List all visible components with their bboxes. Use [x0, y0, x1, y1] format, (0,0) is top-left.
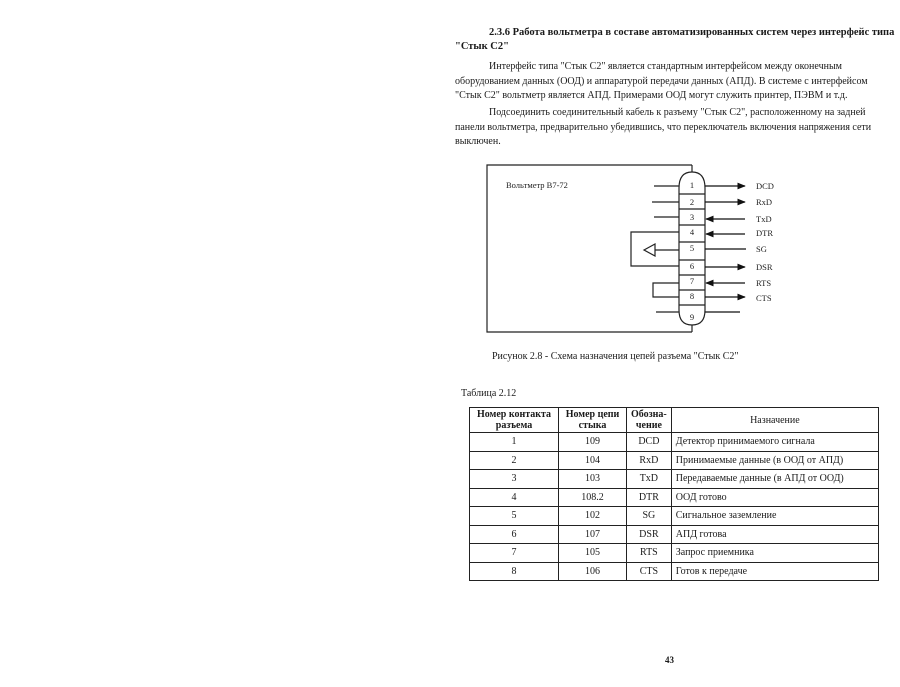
paragraph-interface-description: Интерфейс типа "Стык С2" является стандартным интерфейсом между оконечным оборудованием данных (ООД) и аппаратурой передачи данных (АПД). В системе с интерфейсом "Стык С2" вольтметр является АПД. Примерами ООД могут служить принтер, ПЭВМ и т.д. — [455, 61, 868, 101]
pin-number: 4 — [689, 227, 695, 237]
cell-contact: 8 — [470, 562, 559, 581]
cell-designation: SG — [627, 507, 672, 526]
cell-contact: 1 — [470, 433, 559, 452]
cell-circuit: 108.2 — [559, 488, 627, 507]
cell-purpose: Детектор принимаемого сигнала — [671, 433, 878, 452]
cell-purpose: Готов к передаче — [671, 562, 878, 581]
pin-number: 2 — [689, 197, 695, 207]
cell-circuit: 104 — [559, 451, 627, 470]
pin-assignment-table — [469, 407, 879, 581]
cell-purpose: Сигнальное заземление — [671, 507, 878, 526]
cell-designation: RxD — [627, 451, 672, 470]
paragraph-connection-instruction: Подсоединить соединительный кабель к разъему "Стык С2", расположенному на задней панели вольтметра, предварительно убедившись, что переключатель включения напряжения сети выключен. — [455, 107, 872, 147]
cell-circuit: 105 — [559, 544, 627, 563]
cell-contact: 6 — [470, 525, 559, 544]
cell-circuit: 107 — [559, 525, 627, 544]
signal-label-dtr: DTR — [756, 228, 773, 238]
cell-circuit: 106 — [559, 562, 627, 581]
cell-designation: DCD — [627, 433, 672, 452]
table-row — [470, 433, 879, 452]
section-heading — [455, 26, 895, 54]
pin-number: 6 — [689, 261, 695, 271]
cell-designation: DSR — [627, 525, 672, 544]
header-contact: Номер контакта разъема — [470, 408, 559, 433]
cell-circuit: 102 — [559, 507, 627, 526]
cell-contact: 7 — [470, 544, 559, 563]
internal-wiring — [631, 186, 679, 312]
figure-caption: Рисунок 2.8 - Схема назначения цепей разъема "Стык С2" — [492, 351, 739, 362]
section-title-line1: 2.3.6 Работа вольтметра в составе автоматизированных систем через интерфейс типа — [489, 27, 895, 38]
cell-contact: 4 — [470, 488, 559, 507]
pin-number: 8 — [689, 291, 695, 301]
pin-number: 7 — [689, 276, 695, 286]
cell-contact: 5 — [470, 507, 559, 526]
table-label: Таблица 2.12 — [461, 388, 517, 399]
device-label: Вольтметр В7-72 — [506, 180, 568, 190]
signal-label-dsr: DSR — [756, 262, 773, 272]
header-circuit: Номер цепи стыка — [559, 408, 627, 433]
signal-lines — [705, 186, 746, 312]
pin-number: 9 — [689, 312, 695, 322]
cell-purpose: АПД готова — [671, 525, 878, 544]
page-number: 43 — [665, 655, 674, 665]
signal-label-dcd: DCD — [756, 181, 774, 191]
signal-label-sg: SG — [756, 244, 767, 254]
table-row — [470, 544, 879, 563]
cell-designation: RTS — [627, 544, 672, 563]
table-row — [470, 488, 879, 507]
table-row — [470, 507, 879, 526]
pin-number: 3 — [689, 212, 695, 222]
cell-designation: TxD — [627, 470, 672, 489]
pin-number: 1 — [689, 180, 695, 190]
signal-labels — [756, 181, 774, 303]
table-row — [470, 470, 879, 489]
cell-circuit: 103 — [559, 470, 627, 489]
connector-diagram — [480, 158, 800, 338]
pin-number: 5 — [689, 243, 695, 253]
signal-label-cts: CTS — [756, 293, 772, 303]
table-row — [470, 451, 879, 470]
cell-purpose: ООД готово — [671, 488, 878, 507]
signal-label-txd: TxD — [756, 214, 772, 224]
cell-designation: CTS — [627, 562, 672, 581]
cell-purpose: Передаваемые данные (в АПД от ООД) — [671, 470, 878, 489]
cell-purpose: Запрос приемника — [671, 544, 878, 563]
table-row — [470, 525, 879, 544]
cell-designation: DTR — [627, 488, 672, 507]
cell-contact: 2 — [470, 451, 559, 470]
section-title-line2: "Стык С2" — [455, 41, 509, 52]
device-box — [487, 165, 695, 332]
cell-circuit: 109 — [559, 433, 627, 452]
header-designation: Обозна- чение — [627, 408, 672, 433]
table-header-row — [470, 408, 879, 433]
header-purpose: Назначение — [671, 408, 878, 433]
signal-label-rts: RTS — [756, 278, 772, 288]
cell-contact: 3 — [470, 470, 559, 489]
table-row — [470, 562, 879, 581]
cell-purpose: Принимаемые данные (в ООД от АПД) — [671, 451, 878, 470]
signal-label-rxd: RxD — [756, 197, 773, 207]
